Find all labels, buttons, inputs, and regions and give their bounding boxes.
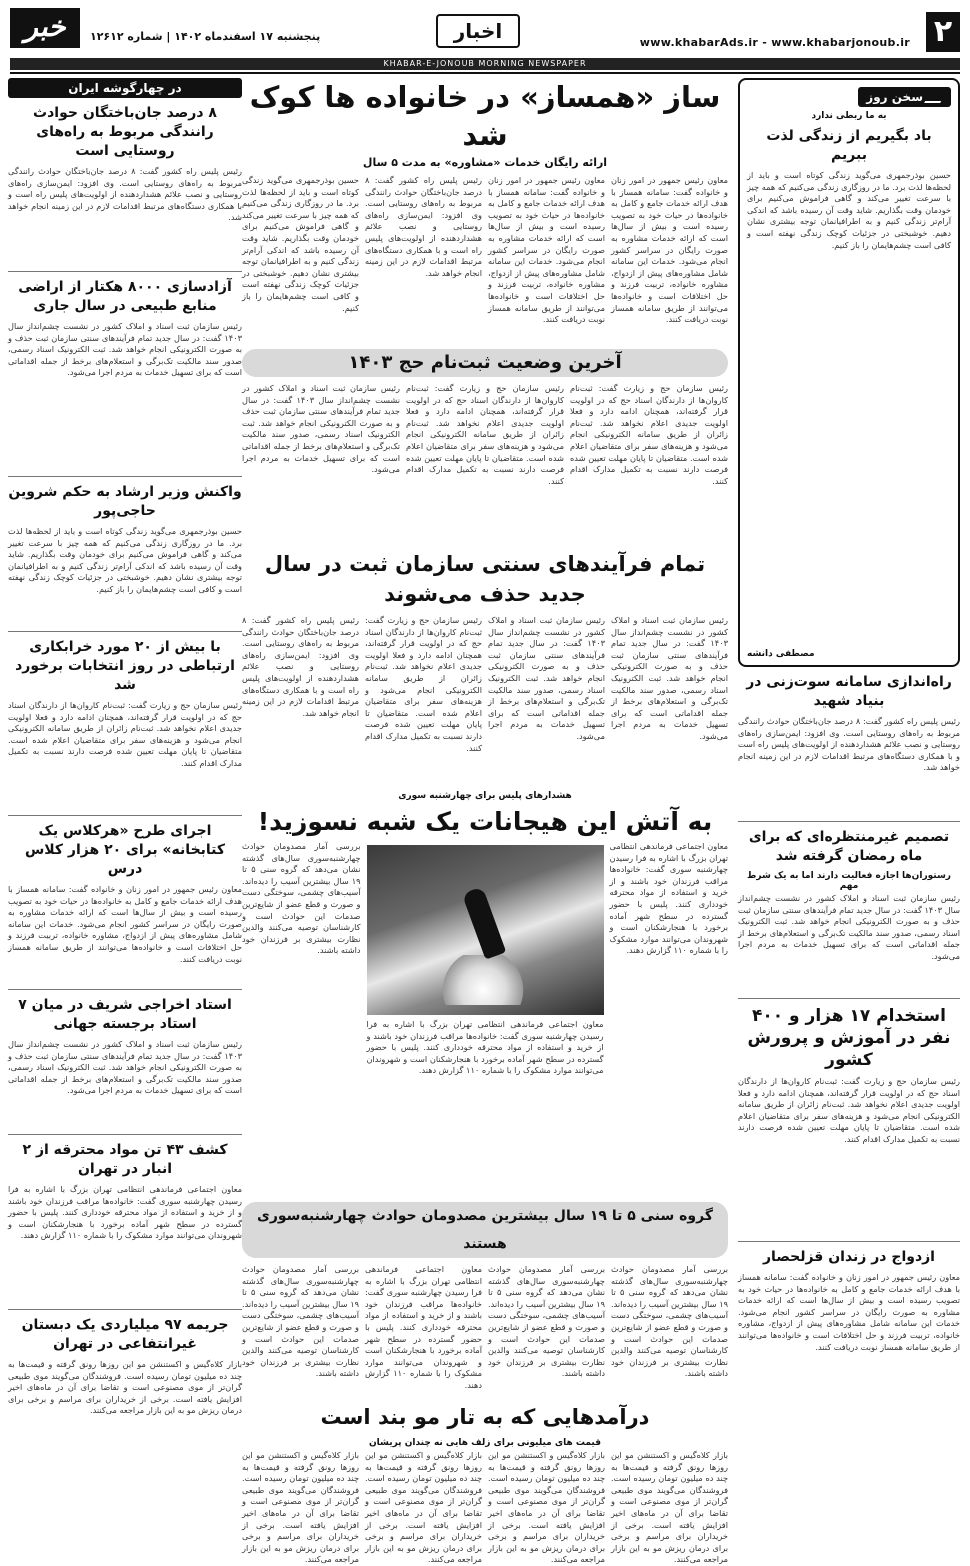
story-headline: استخدام ۱۷ هزار و ۴۰۰ نفر در آموزش و پرورش کشور bbox=[747, 1006, 951, 1070]
jumping-person-shape bbox=[462, 886, 507, 959]
story-headline: واکنش وزیر ارشاد به حکم شروین حاجی‌پور bbox=[8, 484, 242, 519]
registry-headline: تمام فرآیندهای سنتی سازمان ثبت در سال جدید حذف می‌شوند bbox=[264, 552, 706, 606]
hajj-story-text: رئیس سازمان حج و زیارت گفت: ثبت‌نام کاروان‌ها از دارندگان اسناد حج که در اولویت قرار گرفته‌اند، همچنان ادامه دارد و فعلا اولویت جدیدی اعلام نخواهد شد. ثبت‌نام زائران از طریق سامانه الکترونیکی انجام می‌شود و هزینه‌های سفر برای متقاضیان اعلام شده است. متقاضیان تا پایان مهلت تعیین شده فرصت دارند نسبت به تکمیل مدارک اقدام کنند. bbox=[406, 383, 564, 486]
age-group-story-text: بررسی آمار مصدومان حوادث چهارشنبه‌سوری سال‌های گذشته نشان می‌دهد که گروه سنی ۵ تا ۱۹ سال بیشترین آسیب را دیده‌اند. آسیب‌های چشمی، سوختگی دست و صورت و قطع عضو از شایع‌ترین صدمات این حوادث است و کارشناسان توصیه می‌کنند والدین نظارت بیشتری بر فرزندان خود داشته باشند. bbox=[611, 1264, 728, 1379]
banner-strip: KHABAR-E-JONOUB MORNING NEWSPAPER bbox=[10, 58, 960, 70]
income-subhead: قیمت های میلیونی برای زلف هایی نه چندان پریشان bbox=[368, 1438, 602, 1448]
lead-subhead: ارائه رایگان خدمات «مشاوره» به مدت ۵ سال bbox=[362, 156, 608, 169]
age-group-story-text: معاون اجتماعی فرماندهی انتظامی تهران بزرگ با اشاره به فرا رسیدن چهارشنبه سوری گفت: خانواده‌ها مراقب فرزندان خود باشند و از خرید و استفاده از مواد محترقه خودداری کنند. پلیس با حضور گسترده در سطح شهر آماده برخورد با هنجارشکنان است و شهروندان می‌توانند موارد مشکوک را با شماره ۱۱۰ گزارش دهند. bbox=[365, 1264, 482, 1390]
right-column bbox=[738, 78, 960, 1424]
story-body: رئیس پلیس راه کشور گفت: ۸ درصد جان‌باختگان حوادث رانندگی مربوط به راه‌های روستایی است. وی افزود: ایمن‌سازی راه‌های روستایی و نصب علائم هشداردهنده از اولویت‌های پلیس راه است و با همکاری دستگاه‌های مرتبط اقدامات لازم در این زمینه انجام خواهد شد. bbox=[8, 166, 242, 223]
story-headline: جریمه ۹۷ میلیاردی یک دبستان غیرانتفاعی در تهران bbox=[21, 1317, 229, 1352]
divider bbox=[738, 1241, 960, 1242]
lead-headline: ساز «همساز» در خانواده ها کوک شد bbox=[249, 80, 721, 152]
income-story-text: بازار کلاه‌گیس و اکستنشن مو این روزها رونق گرفته و قیمت‌ها به چند ده میلیون تومان رسیده است. فروشندگان می‌گویند موی طبیعی گران‌تر از موی مصنوعی است و تقاضا برای آن در ماه‌های اخیر افزایش یافته است. برخی از خریداران برای مراسم و برخی برای درمان ریزش مو به این بازار مراجعه می‌کنند. bbox=[488, 1450, 605, 1565]
story-body: معاون رئیس جمهور در امور زنان و خانواده گفت: سامانه همساز با هدف ارائه خدمات جامع و کامل به خانواده‌ها در حیات خود به تصویب رسیده است و بیش از سال‌ها است که ارائه خدمات مشاوره به صورت رایگان در سراسر کشور انجام می‌شود. خدمات این سامانه شامل مشاوره‌های پیش از ازدواج، مشاوره خانواده، تربیت فرزند و حل اختلافات است و خانواده‌ها می‌توانند از طریق سامانه همساز نوبت دریافت کنند. bbox=[8, 884, 242, 964]
lead-story-columns bbox=[242, 175, 728, 343]
hajj-story-text: رئیس سازمان حج و زیارت گفت: ثبت‌نام کاروان‌ها از دارندگان اسناد حج که در اولویت قرار گرفته‌اند، همچنان ادامه دارد و فعلا اولویت جدیدی اعلام نخواهد شد. ثبت‌نام زائران از طریق سامانه الکترونیکی انجام می‌شود و هزینه‌های سفر برای متقاضیان اعلام شده است. متقاضیان تا پایان مهلت تعیین شده فرصت دارند نسبت به تکمیل مدارک اقدام کنند. bbox=[570, 383, 728, 486]
divider bbox=[738, 821, 960, 822]
story-body: رئیس سازمان ثبت اسناد و املاک کشور در نشست چشم‌انداز سال ۱۴۰۳ گفت: در سال جدید تمام فرآیندهای سنتی سازمان ثبت حذف و به صورت الکترونیکی انجام خواهد شد. ثبت الکترونیک اسناد رسمی، صدور سند مالکیت تک‌برگی و استعلام‌های برخط از جمله اقداماتی است که برای تسهیل خدمات به مردم اجرا می‌شود. bbox=[8, 321, 242, 378]
fire-photo bbox=[367, 845, 604, 1015]
pen-icon bbox=[924, 93, 946, 103]
divider bbox=[8, 1134, 242, 1135]
lead-story-text: معاون رئیس جمهور در امور زنان و خانواده گفت: سامانه همساز با هدف ارائه خدمات جامع و کامل به خانواده‌ها در حیات خود به تصویب رسیده است و بیش از سال‌ها است که ارائه خدمات مشاوره به صورت رایگان در سراسر کشور انجام می‌شود. خدمات این سامانه شامل مشاوره‌های پیش از ازدواج، مشاوره خانواده، تربیت فرزند و حل اختلافات است و خانواده‌ها می‌توانند از طریق سامانه همساز نوبت دریافت کنند. bbox=[488, 175, 605, 325]
income-story-text: بازار کلاه‌گیس و اکستنشن مو این روزها رونق گرفته و قیمت‌ها به چند ده میلیون تومان رسیده است. فروشندگان می‌گویند موی طبیعی گران‌تر از موی مصنوعی است و تقاضا برای آن در ماه‌های اخیر افزایش یافته است. برخی از خریداران برای مراسم و برخی برای درمان ریزش مو به این بازار مراجعه می‌کنند. bbox=[611, 1450, 728, 1565]
divider bbox=[8, 989, 242, 990]
masthead bbox=[10, 8, 960, 58]
story-body: معاون رئیس جمهور در امور زنان و خانواده گفت: سامانه همساز با هدف ارائه خدمات جامع و کامل به خانواده‌ها در حیات خود به تصویب رسیده است و بیش از سال‌ها است که ارائه خدمات مشاوره به صورت رایگان در سراسر کشور انجام می‌شود. خدمات این سامانه شامل مشاوره‌های پیش از ازدواج، مشاوره خانواده، تربیت فرزند و حل اختلافات است و خانواده‌ها می‌توانند از طریق سامانه همساز نوبت دریافت کنند. bbox=[738, 1272, 960, 1352]
editorial-author: مصطفی دانشه bbox=[747, 649, 815, 659]
income-story-text: بازار کلاه‌گیس و اکستنشن مو این روزها رونق گرفته و قیمت‌ها به چند ده میلیون تومان رسیده است. فروشندگان می‌گویند موی طبیعی گران‌تر از موی مصنوعی است و تقاضا برای آن در ماه‌های اخیر افزایش یافته است. برخی از خریداران برای مراسم و برخی برای درمان ریزش مو به این بازار مراجعه می‌کنند. bbox=[365, 1450, 482, 1565]
story-headline: ۸ درصد جان‌باختگان حوادث رانندگی مربوط به راه‌های روستایی است bbox=[33, 105, 217, 159]
fire-headline: به آتش این هیجانات یک شبه نسوزید! bbox=[257, 807, 713, 836]
story-headline: راه‌اندازی سامانه سوت‌زنی در بنیاد شهید bbox=[746, 674, 952, 709]
newspaper-logo bbox=[10, 8, 80, 48]
story-headline: استاد اخراجی شریف در میان ۷ استاد برجسته جهانی bbox=[18, 997, 232, 1032]
editorial-box bbox=[738, 78, 960, 667]
editorial-title: باد بگیریم از زندگی لذت ببریم bbox=[766, 128, 932, 163]
hajj-story-text: رئیس سازمان ثبت اسناد و املاک کشور در نشست چشم‌انداز سال ۱۴۰۳ گفت: در سال جدید تمام فرآیندهای سنتی سازمان ثبت حذف و به صورت الکترونیکی انجام خواهد شد. ثبت الکترونیک اسناد رسمی، صدور سند مالکیت تک‌برگی و استعلام‌های برخط از جمله اقداماتی است که برای تسهیل خدمات به مردم اجرا می‌شود. bbox=[242, 383, 400, 475]
editorial-label: سخن روز bbox=[858, 87, 951, 107]
age-group-story-columns bbox=[242, 1264, 728, 1394]
divider bbox=[10, 72, 960, 74]
fire-kicker: هشدارهای پلیس برای چهارشنبه سوری bbox=[398, 791, 572, 801]
fire-story-text: معاون اجتماعی فرماندهی انتظامی تهران بزرگ با اشاره به فرا رسیدن چهارشنبه سوری گفت: خانواده‌ها مراقب فرزندان خود باشند و از خرید و استفاده از مواد محترقه خودداری کنند. پلیس با حضور گسترده در سطح شهر آماده برخورد با هنجارشکنان است و شهروندان می‌توانند موارد مشکوک را با شماره ۱۱۰ گزارش دهند. bbox=[366, 1019, 604, 1076]
story-body: معاون اجتماعی فرماندهی انتظامی تهران بزرگ با اشاره به فرا رسیدن چهارشنبه سوری گفت: خانواده‌ها مراقب فرزندان خود باشند و از خرید و استفاده از مواد محترقه خودداری کنند. پلیس با حضور گسترده در سطح شهر آماده برخورد با هنجارشکنان است و شهروندان می‌توانند موارد مشکوک را با شماره ۱۱۰ گزارش دهند. bbox=[8, 1184, 242, 1241]
section-title: اخبار bbox=[436, 14, 520, 48]
story-headline: ازدواج در زندان قزلحصار bbox=[763, 1249, 935, 1265]
story-headline: تصمیم غیرمنتظره‌ای که برای ماه رمضان گرفته شد bbox=[748, 829, 950, 864]
main-column bbox=[242, 78, 728, 1565]
story-body: رئیس سازمان ثبت اسناد و املاک کشور در نشست چشم‌انداز سال ۱۴۰۳ گفت: در سال جدید تمام فرآیندهای سنتی سازمان ثبت حذف و به صورت الکترونیکی انجام خواهد شد. ثبت الکترونیک اسناد رسمی، صدور سند مالکیت تک‌برگی و استعلام‌های برخط از جمله اقداماتی است که برای تسهیل خدمات به مردم اجرا می‌شود. bbox=[738, 893, 961, 961]
divider bbox=[8, 1309, 242, 1310]
page-number: ۲ bbox=[926, 12, 960, 52]
story-headline: آزادسازی ۸۰۰۰ هکتار از اراضی منابع طبیعی در سال جاری bbox=[18, 279, 232, 314]
lead-story-text: معاون رئیس جمهور در امور زنان و خانواده گفت: سامانه همساز با هدف ارائه خدمات جامع و کامل به خانواده‌ها در حیات خود به تصویب رسیده است و بیش از سال‌ها است که ارائه خدمات مشاوره به صورت رایگان در سراسر کشور انجام می‌شود. خدمات این سامانه شامل مشاوره‌های پیش از ازدواج، مشاوره خانواده، تربیت فرزند و حل اختلافات است و خانواده‌ها می‌توانند از طریق سامانه همساز نوبت دریافت کنند. bbox=[611, 175, 728, 325]
story-body: بازار کلاه‌گیس و اکستنشن مو این روزها رونق گرفته و قیمت‌ها به چند ده میلیون تومان رسیده است. فروشندگان می‌گویند موی طبیعی گران‌تر از موی مصنوعی است و تقاضا برای آن در ماه‌های اخیر افزایش یافته است. برخی از خریداران برای مراسم و برخی برای درمان ریزش مو به این بازار مراجعه می‌کنند. bbox=[8, 1359, 242, 1416]
registry-story-text: رئیس سازمان ثبت اسناد و املاک کشور در نشست چشم‌انداز سال ۱۴۰۳ گفت: در سال جدید تمام فرآیندهای سنتی سازمان ثبت حذف و به صورت الکترونیکی انجام خواهد شد. ثبت الکترونیک اسناد رسمی، صدور سند مالکیت تک‌برگی و استعلام‌های برخط از جمله اقداماتی است که برای تسهیل خدمات به مردم اجرا می‌شود. bbox=[488, 615, 605, 741]
divider bbox=[738, 998, 960, 999]
story-subhead: رستوران‌ها اجازه فعالیت دارند اما به یک شرط مهم bbox=[747, 871, 951, 891]
hajj-story-columns bbox=[242, 383, 728, 543]
divider bbox=[8, 631, 242, 632]
income-story-columns bbox=[242, 1450, 728, 1565]
income-story-text: بازار کلاه‌گیس و اکستنشن مو این روزها رونق گرفته و قیمت‌ها به چند ده میلیون تومان رسیده است. فروشندگان می‌گویند موی طبیعی گران‌تر از موی مصنوعی است و تقاضا برای آن در ماه‌های اخیر افزایش یافته است. برخی از خریداران برای مراسم و برخی برای درمان ریزش مو به این بازار مراجعه می‌کنند. bbox=[242, 1450, 359, 1565]
issue-date-line: پنجشنبه ۱۷ اسفندماه ۱۴۰۲ | شماره ۱۲۶۱۲ bbox=[90, 30, 321, 43]
lead-story-text: رئیس پلیس راه کشور گفت: ۸ درصد جان‌باختگان حوادث رانندگی مربوط به راه‌های روستایی است. وی افزود: ایمن‌سازی راه‌های روستایی و نصب علائم هشداردهنده از اولویت‌های پلیس راه است و با همکاری دستگاه‌های مرتبط اقدامات لازم در این زمینه انجام خواهد شد. bbox=[365, 175, 482, 278]
age-group-headline: گروه سنی ۵ تا ۱۹ سال بیشترین مصدومان حوادث چهارشنبه‌سوری هستند bbox=[242, 1202, 728, 1258]
left-column bbox=[8, 78, 242, 1424]
fire-story-text: معاون اجتماعی فرماندهی انتظامی تهران بزرگ با اشاره به فرا رسیدن چهارشنبه سوری گفت: خانواده‌ها مراقب فرزندان خود باشند و از خرید و استفاده از مواد محترقه خودداری کنند. پلیس با حضور گسترده در سطح شهر آماده برخورد با هنجارشکنان است و شهروندان می‌توانند موارد مشکوک را با شماره ۱۱۰ گزارش دهند. bbox=[609, 841, 728, 956]
income-headline: درآمدهایی که به تار مو بند است bbox=[320, 1405, 650, 1429]
website-urls[interactable]: www.khabarAds.ir - www.khabarjonoub.ir bbox=[639, 36, 910, 49]
registry-story-text: رئیس پلیس راه کشور گفت: ۸ درصد جان‌باختگان حوادث رانندگی مربوط به راه‌های روستایی است. وی افزود: ایمن‌سازی راه‌های روستایی و نصب علائم هشداردهنده از اولویت‌های پلیس راه است و با همکاری دستگاه‌های مرتبط اقدامات لازم در این زمینه انجام خواهد شد. bbox=[242, 615, 359, 718]
fire-story-text: بررسی آمار مصدومان حوادث چهارشنبه‌سوری سال‌های گذشته نشان می‌دهد که گروه سنی ۵ تا ۱۹ سال بیشترین آسیب را دیده‌اند. آسیب‌های چشمی، سوختگی دست و صورت و قطع عضو از شایع‌ترین صدمات این حوادث است و کارشناسان توصیه می‌کنند والدین نظارت بیشتری بر فرزندان خود داشته باشند. bbox=[242, 841, 361, 956]
fire-story-columns bbox=[242, 841, 728, 1196]
story-headline: اجرای طرح «هرکلاس یک کتابخانه» برای ۲۰ هزار کلاس درس bbox=[24, 823, 226, 877]
story-body: رئیس سازمان ثبت اسناد و املاک کشور در نشست چشم‌انداز سال ۱۴۰۳ گفت: در سال جدید تمام فرآیندهای سنتی سازمان ثبت حذف و به صورت الکترونیکی انجام خواهد شد. ثبت الکترونیک اسناد رسمی، صدور سند مالکیت تک‌برگی و استعلام‌های برخط از جمله اقداماتی است که برای تسهیل خدمات به مردم اجرا می‌شود. bbox=[8, 1039, 242, 1096]
divider bbox=[8, 271, 242, 272]
age-group-story-text: بررسی آمار مصدومان حوادث چهارشنبه‌سوری سال‌های گذشته نشان می‌دهد که گروه سنی ۵ تا ۱۹ سال بیشترین آسیب را دیده‌اند. آسیب‌های چشمی، سوختگی دست و صورت و قطع عضو از شایع‌ترین صدمات این حوادث است و کارشناسان توصیه می‌کنند والدین نظارت بیشتری بر فرزندان خود داشته باشند. bbox=[488, 1264, 605, 1379]
story-body: رئیس سازمان حج و زیارت گفت: ثبت‌نام کاروان‌ها از دارندگان اسناد حج که در اولویت قرار گرفته‌اند، همچنان ادامه دارد و فعلا اولویت جدیدی اعلام نخواهد شد. ثبت‌نام زائران از طریق سامانه الکترونیکی انجام می‌شود و هزینه‌های سفر برای متقاضیان اعلام شده است. متقاضیان تا پایان مهلت تعیین شده فرصت دارند نسبت به تکمیل مدارک اقدام کنند. bbox=[738, 1076, 960, 1144]
registry-story-text: رئیس سازمان ثبت اسناد و املاک کشور در نشست چشم‌انداز سال ۱۴۰۳ گفت: در سال جدید تمام فرآیندهای سنتی سازمان ثبت حذف و به صورت الکترونیکی انجام خواهد شد. ثبت الکترونیک اسناد رسمی، صدور سند مالکیت تک‌برگی و استعلام‌های برخط از جمله اقداماتی است که برای تسهیل خدمات به مردم اجرا می‌شود. bbox=[611, 615, 728, 741]
story-body: حسین بوذرجمهری می‌گوید زندگی کوتاه است و باید از لحظه‌ها لذت برد. ما در روزگاری زندگی می‌کنیم که همه چیز با سرعت تغییر می‌کند و گاهی فراموش می‌کنیم برای خودمان وقت بگذاریم. شاید وقت آن رسیده باشد که اندکی آرام‌تر زندگی کنیم و به اطرافیانمان توجه بیشتری نشان دهیم. خوشبختی در جزئیات کوچک زندگی نهفته است و کافی است چشم‌هایمان را باز کنیم. bbox=[8, 526, 242, 594]
story-body: رئیس پلیس راه کشور گفت: ۸ درصد جان‌باختگان حوادث رانندگی مربوط به راه‌های روستایی است. وی افزود: ایمن‌سازی راه‌های روستایی و نصب علائم هشداردهنده از اولویت‌های پلیس راه است و با همکاری دستگاه‌های مرتبط اقدامات لازم در این زمینه انجام خواهد شد. bbox=[738, 716, 960, 773]
story-headline: با بیش از ۲۰ مورد خرابکاری ارتباطی در روز انتخابات برخورد شد bbox=[15, 639, 235, 693]
logo-text: خبر bbox=[24, 10, 66, 43]
editorial-kicker: به ما ربطی ندارد bbox=[811, 111, 887, 121]
registry-story-columns bbox=[242, 615, 728, 785]
divider bbox=[8, 476, 242, 477]
hajj-headline: آخرین وضعیت ثبت‌نام حج ۱۴۰۳ bbox=[242, 349, 728, 377]
registry-story-text: رئیس سازمان حج و زیارت گفت: ثبت‌نام کاروان‌ها از دارندگان اسناد حج که در اولویت قرار گرفته‌اند، همچنان ادامه دارد و فعلا اولویت جدیدی اعلام نخواهد شد. ثبت‌نام زائران از طریق سامانه الکترونیکی انجام می‌شود و هزینه‌های سفر برای متقاضیان اعلام شده است. متقاضیان تا پایان مهلت تعیین شده فرصت دارند نسبت به تکمیل مدارک اقدام کنند. bbox=[365, 615, 482, 753]
story-body: رئیس سازمان حج و زیارت گفت: ثبت‌نام کاروان‌ها از دارندگان اسناد حج که در اولویت قرار گرفته‌اند، همچنان ادامه دارد و فعلا اولویت جدیدی اعلام نخواهد شد. ثبت‌نام زائران از طریق سامانه الکترونیکی انجام می‌شود و هزینه‌های سفر برای متقاضیان اعلام شده است. متقاضیان تا پایان مهلت تعیین شده فرصت دارند نسبت به تکمیل مدارک اقدام کنند. bbox=[8, 700, 242, 768]
lead-story-text: حسین بوذرجمهری می‌گوید زندگی کوتاه است و باید از لحظه‌ها لذت برد. ما در روزگاری زندگی می‌کنیم که همه چیز با سرعت تغییر می‌کند و گاهی فراموش می‌کنیم برای خودمان وقت بگذاریم. شاید وقت آن رسیده باشد که اندکی آرام‌تر زندگی کنیم و به اطرافیانمان توجه بیشتری نشان دهیم. خوشبختی در جزئیات کوچک زندگی نهفته است و کافی است چشم‌هایمان را باز کنیم. bbox=[242, 175, 359, 313]
age-group-story-text: بررسی آمار مصدومان حوادث چهارشنبه‌سوری سال‌های گذشته نشان می‌دهد که گروه سنی ۵ تا ۱۹ سال بیشترین آسیب را دیده‌اند. آسیب‌های چشمی، سوختگی دست و صورت و قطع عضو از شایع‌ترین صدمات این حوادث است و کارشناسان توصیه می‌کنند والدین نظارت بیشتری بر فرزندان خود داشته باشند. bbox=[242, 1264, 359, 1379]
fire-flame-shape bbox=[438, 955, 528, 1005]
fire-story-photo-column bbox=[367, 841, 604, 1196]
editorial-body: حسین بوذرجمهری می‌گوید زندگی کوتاه است و باید از لحظه‌ها لذت برد. ما در روزگاری زندگی می‌کنیم که همه چیز با سرعت تغییر می‌کند و گاهی فراموش می‌کنیم برای خودمان وقت بگذاریم. شاید وقت آن رسیده باشد که اندکی آرام‌تر زندگی کنیم و به اطرافیانمان توجه بیشتری نشان دهیم. خوشبختی در جزئیات کوچک زندگی نهفته است و کافی است چشم‌هایمان را باز کنیم. bbox=[747, 170, 951, 250]
story-headline: کشف ۴۳ تن مواد محترقه از ۲ انبار در تهران bbox=[22, 1142, 228, 1177]
provinces-label: در چهارگوشه ایران bbox=[8, 78, 242, 98]
divider bbox=[8, 815, 242, 816]
